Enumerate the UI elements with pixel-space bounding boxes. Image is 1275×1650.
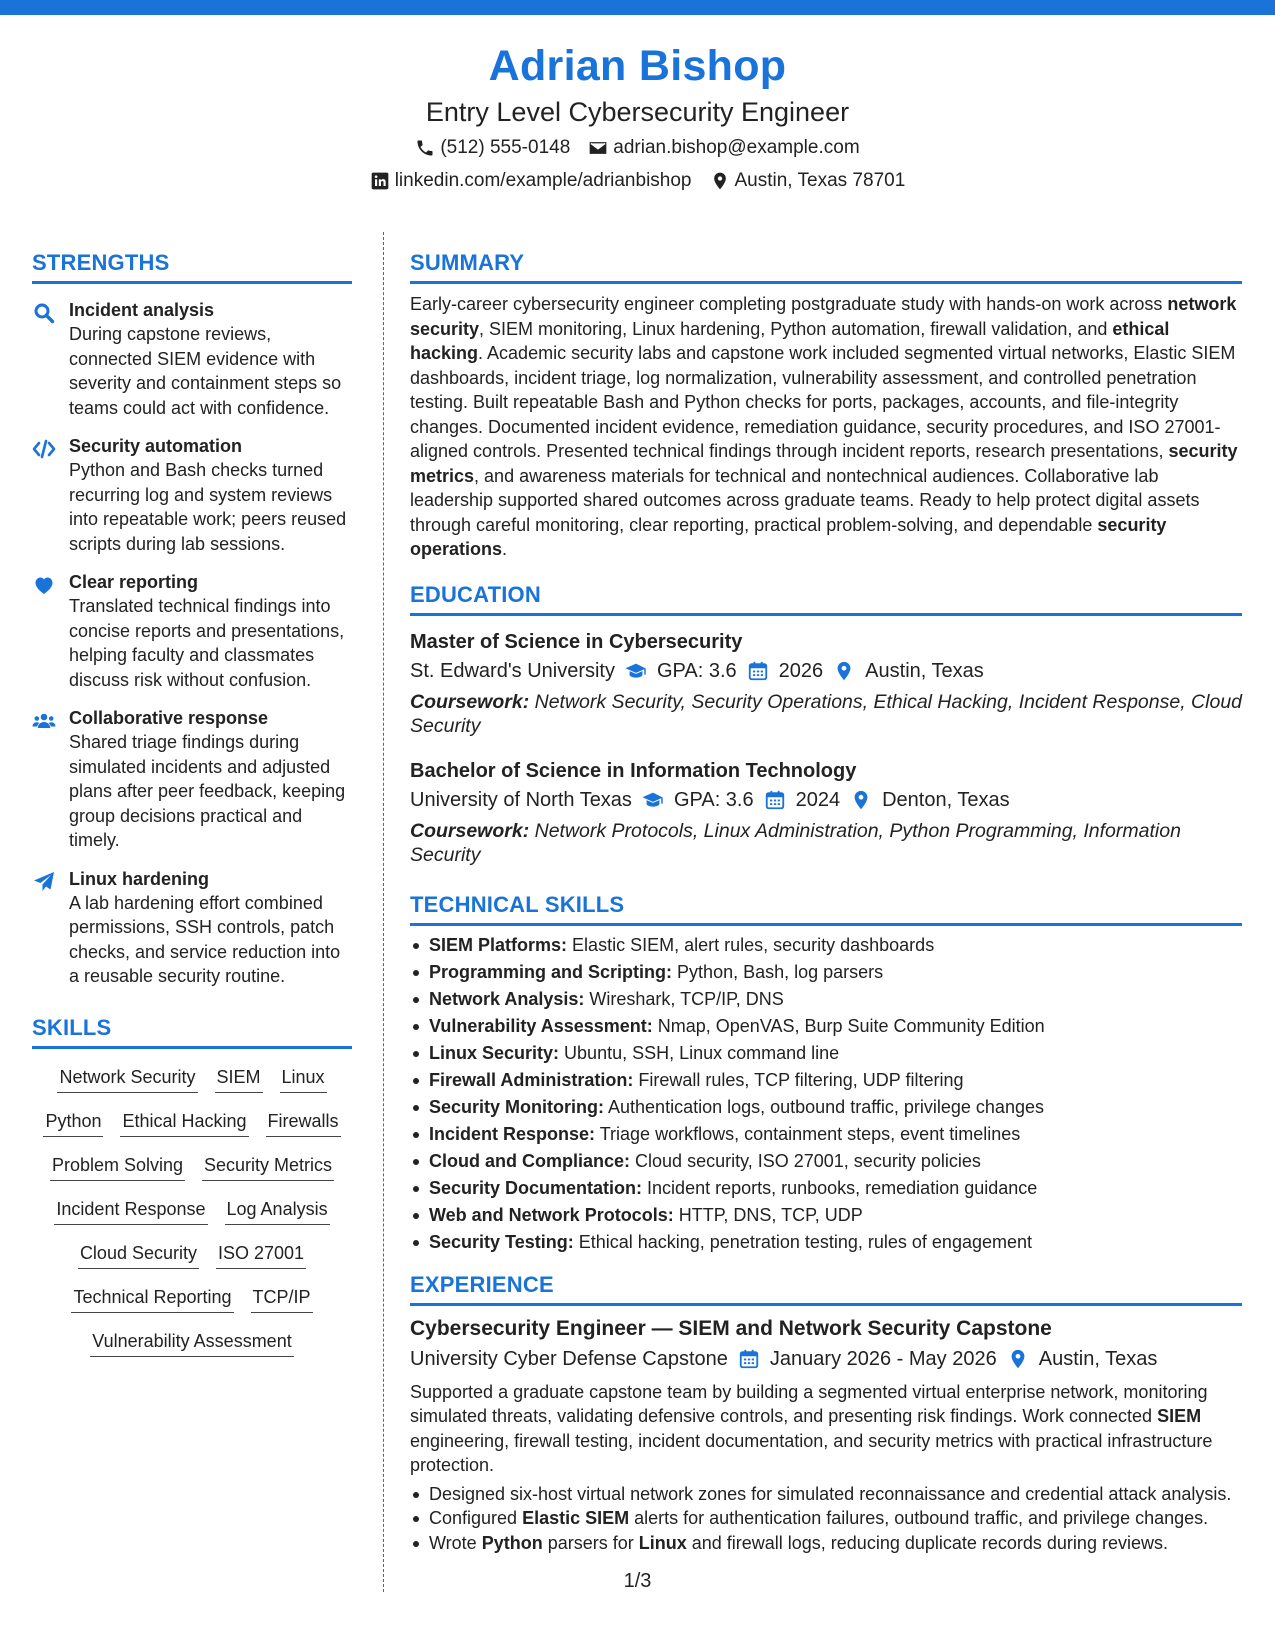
text-segment: parsers for [542,1532,639,1553]
graduation-cap-icon [642,789,664,811]
technical-skill-value: Python, Bash, log parsers [677,961,884,982]
phone-icon [415,138,435,158]
text-segment: , SIEM monitoring, Linux hardening, Python automation, firewall validation, and [479,318,1113,339]
contact-row-1 [0,133,1275,163]
technical-skill-label: Programming and Scripting: [429,961,673,982]
bold-keyword: Elastic SIEM [522,1508,630,1528]
strength-icon-slot [32,867,69,989]
strength-title: Linux hardening [69,868,210,889]
strength-description: A lab hardening effort combined permissions, SSH controls, patch checks, and service reduction into a reusable security routine. [69,892,341,986]
email-contact[interactable] [588,133,859,163]
skill-tag: Cloud Security [78,1241,199,1269]
technical-skill-item [410,986,1242,1013]
candidate-name: Adrian Bishop [488,42,787,90]
text-segment: . [502,539,508,559]
left-column [32,248,352,1357]
bold-keyword: network security [410,294,1237,339]
text-segment: alerts for authentication failures, outbound traffic, and privilege changes. [629,1508,1209,1528]
text-segment: Wrote [429,1532,482,1553]
experience-summary [410,1380,1242,1478]
phone-text: (512) 555-0148 [440,137,571,158]
contact-row-2 [0,166,1275,196]
technical-skill-item [410,932,1242,959]
technical-skill-item [410,1094,1242,1121]
strength-body [69,867,352,989]
strength-item [32,867,352,989]
text-segment: , and awareness materials for technical and nontechnical audiences. Collaborative lab leadership supported shared outcomes across graduate teams. Ready to help protect digital assets through careful monitoring, clear reporting, practical problem-solving, and dependable [410,465,1200,535]
technical-skill-item [410,1013,1242,1040]
organization-name: University Cyber Defense Capstone [410,1347,728,1370]
school-name: University of North Texas [410,788,632,811]
bold-keyword: Linux [638,1532,687,1553]
technical-skill-label: Incident Response: [429,1123,596,1144]
strengths-list [32,298,352,989]
experience-bullet [410,1506,1242,1531]
text-segment: . Academic security labs and capstone work included segmented virtual networks, Elastic SIEM dashboards, incident triage, log normalization, vulnerability assessment, and controlled penetration testing. Built repeatable Bash and Python checks for ports, packages, accounts, and file-integrity changes. Documented incident evidence, remediation guidance, security procedures, and ISO 27001-aligned controls. Presented technical findings through incident reports, research presentations, [410,343,1236,461]
calendar-icon [764,789,786,811]
skill-tag: TCP/IP [251,1285,313,1313]
strength-item [32,706,352,853]
location-text: Austin, Texas 78701 [734,170,906,191]
strength-icon-slot [32,434,69,556]
summary-title: SUMMARY [410,248,1242,284]
text-segment: Supported a graduate capstone team by building a segmented virtual enterprise network, monitoring simulated threats, validating defensive controls, and presenting risk findings. Work connected [410,1381,1208,1426]
bold-keyword: SIEM [1157,1406,1202,1426]
strength-item [32,570,352,692]
technical-skill-item [410,1148,1242,1175]
calendar-icon [738,1348,760,1370]
gpa-value: GPA: 3.6 [657,659,737,682]
candidate-role: Entry Level Cybersecurity Engineer [425,97,850,127]
skills-tags [32,1065,352,1357]
strength-body [69,706,352,853]
strength-body [69,434,352,556]
coursework-list: Network Protocols, Linux Administration, Python Programming, Information Security [410,819,1181,866]
experience-bullets [410,1482,1242,1556]
technical-skill-label: Cloud and Compliance: [429,1150,631,1171]
skill-tag: Vulnerability Assessment [90,1329,293,1357]
technical-skill-label: Vulnerability Assessment: [429,1015,653,1036]
top-accent-bar [0,0,1275,15]
technical-skill-label: Web and Network Protocols: [429,1204,674,1225]
strength-description: Shared triage findings during simulated incidents and adjusted plans after peer feedback, keeping group decisions practical and timely. [69,732,346,850]
technical-skill-label: Firewall Administration: [429,1069,634,1090]
linkedin-icon [370,171,390,191]
education-title: EDUCATION [410,580,1242,616]
envelope-icon [588,138,608,158]
bold-keyword: security metrics [410,441,1238,486]
users-icon [32,709,56,733]
strength-title: Incident analysis [69,300,215,320]
strength-body [69,298,352,420]
text-segment: and firewall logs, reducing duplicate records during reviews. [686,1532,1168,1553]
technical-skill-value: Ethical hacking, penetration testing, rules of engagement [578,1231,1033,1252]
heart-icon [32,573,56,597]
resume-header [0,40,1275,196]
education-list [410,628,1242,868]
coursework [410,819,1242,868]
text-segment: Early-career cybersecurity engineer completing postgraduate study with hands-on work across [410,294,1168,314]
map-pin-icon [833,660,855,682]
text-segment: engineering, firewall testing, incident documentation, and security metrics with practical infrastructure protection. [410,1430,1213,1475]
technical-skill-value: HTTP, DNS, TCP, UDP [678,1204,863,1225]
technical-skill-label: Security Monitoring: [429,1096,604,1117]
skill-tag: Incident Response [54,1197,207,1225]
linkedin-contact[interactable] [370,166,692,196]
strength-title: Collaborative response [69,708,269,728]
technical-skill-value: Elastic SIEM, alert rules, security dashboards [572,934,935,955]
technical-skill-value: Ubuntu, SSH, Linux command line [564,1042,840,1063]
strength-title: Security automation [69,436,243,456]
technical-skill-item [410,1202,1242,1229]
technical-skill-value: Triage workflows, containment steps, event timelines [599,1123,1021,1144]
strength-description: Python and Bash checks turned recurring log and system reviews into repeatable work; peers reused scripts during lab sessions. [69,460,347,554]
skill-tag: ISO 27001 [216,1241,306,1269]
job-location: Austin, Texas [1038,1347,1158,1370]
linkedin-text[interactable]: linkedin.com/example/adrianbishop [394,170,692,191]
technical-skill-label: SIEM Platforms: [429,934,568,955]
strength-item [32,434,352,556]
skill-tag: Firewalls [266,1109,341,1137]
coursework-list: Network Security, Security Operations, Ethical Hacking, Incident Response, Cloud Security [410,690,1243,737]
strength-item [32,298,352,420]
education-meta [410,656,1242,686]
education-meta [410,785,1242,815]
experience-list [410,1314,1242,1556]
phone-contact [415,133,570,163]
graduation-cap-icon [625,660,647,682]
strength-title: Clear reporting [69,572,199,592]
technical-skill-label: Network Analysis: [429,988,585,1009]
technical-skill-value: Authentication logs, outbound traffic, privilege changes [608,1096,1044,1117]
skill-tag: Problem Solving [50,1153,185,1181]
map-pin-icon [1007,1348,1029,1370]
technical-skill-item [410,1229,1242,1256]
graduation-year: 2024 [795,788,841,811]
school-location: Austin, Texas [865,659,984,682]
skill-tag: Technical Reporting [71,1285,233,1313]
strength-icon-slot [32,570,69,692]
experience-title: EXPERIENCE [410,1270,1242,1306]
strength-description: During capstone reviews, connected SIEM evidence with severity and containment steps so teams could act with confidence. [69,324,342,418]
calendar-icon [747,660,769,682]
coursework [410,690,1242,739]
experience-bullet [410,1482,1242,1507]
education-entry [410,628,1242,739]
skill-tag: Linux [280,1065,327,1093]
technical-skill-label: Security Documentation: [429,1177,643,1198]
graduation-year: 2026 [778,659,824,682]
technical-skill-item [410,1067,1242,1094]
map-pin-icon [850,789,872,811]
technical-skill-label: Linux Security: [429,1042,560,1063]
degree-title: Master of Science in Cybersecurity [410,630,743,653]
gpa-value: GPA: 3.6 [673,788,754,811]
technical-skill-item [410,1040,1242,1067]
coursework-label: Coursework: [410,819,530,842]
degree-title: Bachelor of Science in Information Technology [410,759,857,782]
skill-tag: Ethical Hacking [120,1109,248,1137]
experience-bullet [410,1531,1242,1556]
page-number: 1/3 [623,1570,652,1592]
map-pin-icon [710,171,730,191]
coursework-label: Coursework: [410,690,530,713]
experience-meta [410,1344,1242,1374]
school-location: Denton, Texas [882,788,1010,811]
summary-text [410,292,1242,562]
column-divider [383,232,384,1592]
location-contact [710,166,906,196]
strength-body [69,570,352,692]
paper-plane-icon [32,870,56,894]
strength-icon-slot [32,298,69,420]
bold-keyword: ethical hacking [410,318,1170,363]
skill-tag: Network Security [57,1065,197,1093]
technical-skill-value: Firewall rules, TCP filtering, UDP filtering [638,1069,964,1090]
code-icon [32,437,56,461]
text-segment: Configured [429,1508,523,1528]
strengths-title: STRENGTHS [32,248,352,284]
technical-skill-item [410,959,1242,986]
technical-skill-value: Incident reports, runbooks, remediation guidance [647,1177,1038,1198]
education-entry [410,757,1242,868]
email-text[interactable]: adrian.bishop@example.com [613,137,860,158]
technical-skill-label: Security Testing: [429,1231,574,1252]
technical-skill-item [410,1175,1242,1202]
skills-title: SKILLS [32,1013,352,1049]
technical-skill-value: Nmap, OpenVAS, Burp Suite Community Edition [657,1015,1045,1036]
skill-tag: SIEM [215,1065,263,1093]
search-icon [32,301,56,325]
technical-skills-list [410,932,1242,1256]
bold-keyword: security operations [410,514,1167,559]
school-name: St. Edward's University [410,659,615,682]
bold-keyword: Python [481,1532,543,1553]
technical-skill-value: Cloud security, ISO 27001, security policies [635,1150,981,1171]
technical-skill-item [410,1121,1242,1148]
strength-icon-slot [32,706,69,853]
job-title: Cybersecurity Engineer — SIEM and Network Security Capstone [410,1316,1052,1340]
experience-entry [410,1314,1242,1556]
skill-tag: Log Analysis [225,1197,330,1225]
skill-tag: Python [43,1109,103,1137]
technical-skills-title: TECHNICAL SKILLS [410,890,1242,926]
right-column [410,248,1242,1555]
technical-skill-value: Wireshark, TCP/IP, DNS [589,988,784,1009]
job-dates: January 2026 - May 2026 [769,1347,997,1370]
text-segment: Designed six-host virtual network zones for simulated reconnaissance and credential attack analysis. [429,1483,1232,1504]
skill-tag: Security Metrics [202,1153,334,1181]
strength-description: Translated technical findings into concise reports and presentations, helping faculty and classmates discuss risk without confusion. [69,596,345,690]
